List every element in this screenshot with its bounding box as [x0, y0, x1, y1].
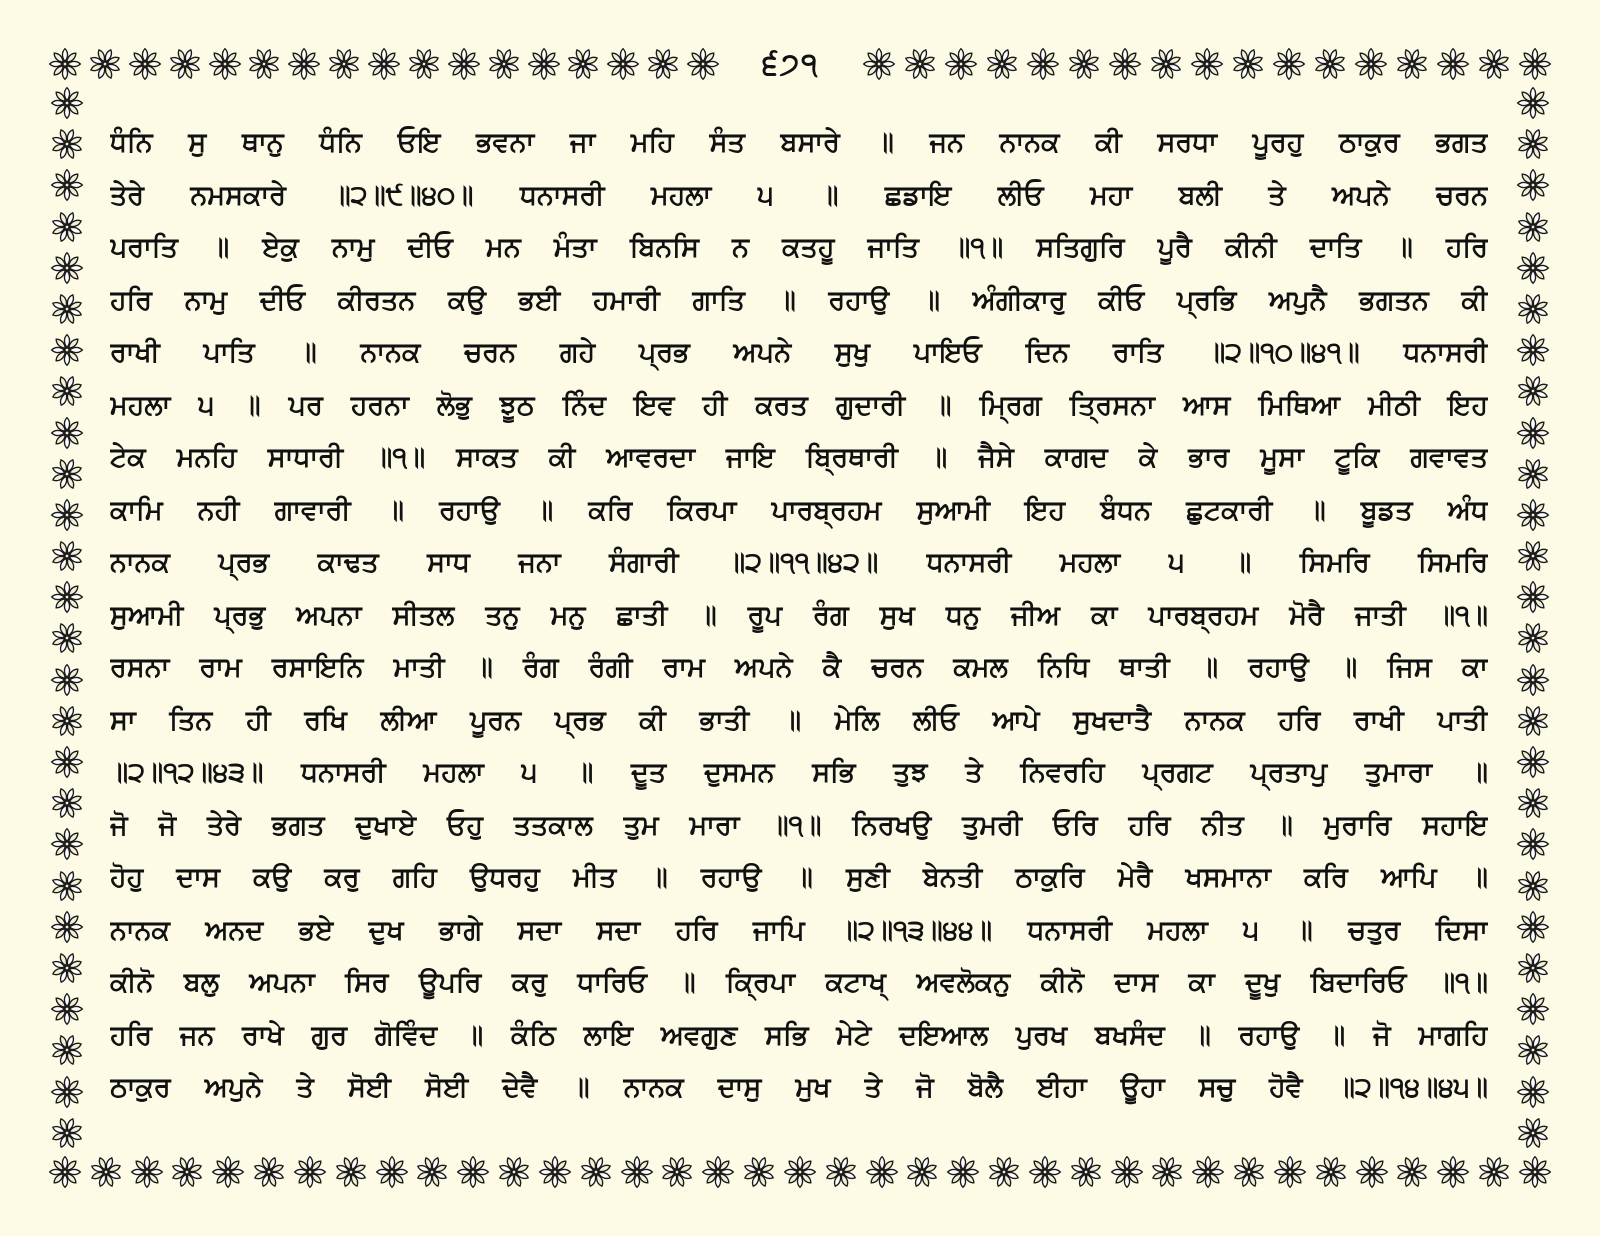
lotus-flower-icon	[1516, 621, 1550, 655]
lotus-flower-icon	[211, 1155, 245, 1189]
text-line: ਹੋਹੁ ਦਾਸ ਕਉ ਕਰੁ ਗਹਿ ਉਧਰਹੁ ਮੀਤ ॥ ਰਹਾਉ ॥ ਸੁਣੀ ਬੇਨਤੀ ਠਾਕੁਰਿ ਮੇਰੈ ਖਸਮਾਨਾ ਕਰਿ ਆਪਿ ॥	[110, 862, 1488, 893]
lotus-flower-icon	[1272, 47, 1306, 81]
text-line: ਸਾ ਤਿਨ ਹੀ ਰਖਿ ਲੀਆ ਪੂਰਨ ਪ੍ਰਭ ਕੀ ਭਾਤੀ ॥ ਮੇਲਿ ਲੀਓ ਆਪੇ ਸੁਖਦਾਤੈ ਨਾਨਕ ਹਰਿ ਰਾਖੀ ਪਾਤੀ	[110, 704, 1488, 736]
lotus-flower-icon	[1516, 580, 1550, 614]
lotus-flower-icon	[1516, 745, 1550, 779]
lotus-flower-icon	[168, 47, 202, 81]
text-line: ਹਰਿ ਨਾਮੁ ਦੀਓ ਕੀਰਤਨ ਕਉ ਭਈ ਹਮਾਰੀ ਗਾਤਿ ॥ ਰਹਾਉ ॥ ਅੰਗੀਕਾਰੁ ਕੀਓ ਪ੍ਰਭਿ ਅਪੁਨੈ ਭਗਤਨ ਕੀ	[110, 284, 1488, 316]
lotus-flower-icon	[527, 47, 561, 81]
lotus-flower-icon	[1110, 1155, 1144, 1189]
text-line: ਮਹਲਾ ੫ ॥ ਪਰ ਹਰਨਾ ਲੋਭੁ ਝੂਠ ਨਿੰਦ ਇਵ ਹੀ ਕਰਤ ਗੁਦਾਰੀ ॥ ਮ੍ਰਿਗ ਤ੍ਰਿਸਨਾ ਆਸ ਮਿਥਿਆ ਮੀਠੀ ਇਹ	[110, 389, 1488, 421]
text-line: ਕੀਨੋ ਬਲੁ ਅਪਨਾ ਸਿਰ ਊਪਰਿ ਕਰੁ ਧਾਰਿਓ ॥ ਕ੍ਰਿਪਾ ਕਟਾਖ੍ ਅਵਲੋਕਨੁ ਕੀਨੋ ਦਾਸ ਕਾ ਦੂਖੁ ਬਿਦਾਰਿਓ ॥੧॥	[110, 967, 1488, 998]
lotus-flower-icon	[566, 47, 600, 81]
lotus-flower-icon	[50, 745, 84, 779]
lotus-flower-icon	[1231, 47, 1265, 81]
lotus-flower-icon	[334, 1155, 368, 1189]
text-line: ॥੨॥੧੨॥੪੩॥ ਧਨਾਸਰੀ ਮਹਲਾ ੫ ॥ ਦੂਤ ਦੁਸਮਨ ਸਭਿ ਤੁਝ ਤੇ ਨਿਵਰਹਿ ਪ੍ਰਗਟ ਪ੍ਰਤਾਪੁ ਤੁਮਾਰਾ ॥	[110, 757, 1488, 788]
lotus-flower-icon	[1516, 704, 1550, 738]
lotus-flower-icon	[660, 1155, 694, 1189]
text-line: ਹਰਿ ਜਨ ਰਾਖੇ ਗੁਰ ਗੋਵਿੰਦ ॥ ਕੰਠਿ ਲਾਇ ਅਵਗੁਣ ਸਭਿ ਮੇਟੇ ਦਇਆਲ ਪੁਰਖ ਬਖਸੰਦ ॥ ਰਹਾਉ ॥ ਜੋ ਮਾਗਹਿ	[110, 1019, 1488, 1051]
lotus-flower-icon	[50, 416, 84, 450]
lotus-flower-icon	[1108, 47, 1142, 81]
lotus-flower-icon	[1313, 47, 1347, 81]
lotus-flower-icon	[1355, 1155, 1389, 1189]
lotus-flower-icon	[50, 869, 84, 903]
lotus-flower-icon	[50, 127, 84, 161]
lotus-flower-icon	[50, 663, 84, 697]
lotus-flower-icon	[50, 374, 84, 408]
lotus-flower-icon	[130, 1155, 164, 1189]
lotus-flower-icon	[1516, 869, 1550, 903]
lotus-flower-icon	[50, 910, 84, 944]
lotus-flower-icon	[686, 47, 720, 81]
lotus-flower-icon	[824, 1155, 858, 1189]
lotus-flower-icon	[1516, 951, 1550, 985]
lotus-flower-icon	[1516, 210, 1550, 244]
lotus-flower-icon	[50, 992, 84, 1026]
top-border-right	[862, 44, 1552, 84]
lotus-flower-icon	[1516, 992, 1550, 1026]
lotus-flower-icon	[88, 47, 122, 81]
lotus-flower-icon	[50, 1116, 84, 1150]
lotus-flower-icon	[1516, 374, 1550, 408]
lotus-flower-icon	[50, 580, 84, 614]
lotus-flower-icon	[89, 1155, 123, 1189]
lotus-flower-icon	[293, 1155, 327, 1189]
lotus-flower-icon	[170, 1155, 204, 1189]
lotus-flower-icon	[50, 333, 84, 367]
text-line: ਨਾਨਕ ਅਨਦ ਭਏ ਦੁਖ ਭਾਗੇ ਸਦਾ ਸਦਾ ਹਰਿ ਜਾਪਿ ॥੨॥੧੩॥੪੪॥ ਧਨਾਸਰੀ ਮਹਲਾ ੫ ॥ ਚਤੁਰ ਦਿਸਾ	[110, 914, 1488, 946]
lotus-flower-icon	[50, 704, 84, 738]
lotus-flower-icon	[1516, 827, 1550, 861]
lotus-flower-icon	[579, 1155, 613, 1189]
lotus-flower-icon	[1273, 1155, 1307, 1189]
lotus-flower-icon	[50, 951, 84, 985]
lotus-flower-icon	[415, 1155, 449, 1189]
lotus-flower-icon	[487, 47, 521, 81]
lotus-flower-icon	[1516, 251, 1550, 285]
right-border	[1513, 86, 1553, 1150]
lotus-flower-icon	[1516, 127, 1550, 161]
lotus-flower-icon	[1028, 1155, 1062, 1189]
lotus-flower-icon	[407, 47, 441, 81]
lotus-flower-icon	[447, 47, 481, 81]
lotus-flower-icon	[208, 47, 242, 81]
lotus-flower-icon	[1516, 1033, 1550, 1067]
lotus-flower-icon	[1518, 47, 1552, 81]
lotus-flower-icon	[1516, 1075, 1550, 1109]
lotus-flower-icon	[1436, 47, 1470, 81]
lotus-flower-icon	[1232, 1155, 1266, 1189]
text-line: ਸੁਆਮੀ ਪ੍ਰਭੁ ਅਪਨਾ ਸੀਤਲ ਤਨੁ ਮਨੁ ਛਾਤੀ ॥ ਰੂਪ ਰੰਗ ਸੁਖ ਧਨੁ ਜੀਅ ਕਾ ਪਾਰਬ੍ਰਹਮ ਮੋਰੈ ਜਾਤੀ ॥੧॥	[110, 599, 1488, 631]
lotus-flower-icon	[1516, 333, 1550, 367]
lotus-flower-icon	[1516, 1116, 1550, 1150]
lotus-flower-icon	[1477, 1155, 1511, 1189]
text-line: ਜੋ ਜੋ ਤੇਰੇ ਭਗਤ ਦੁਖਾਏ ਓਹੁ ਤਤਕਾਲ ਤੁਮ ਮਾਰਾ ॥੧॥ ਨਿਰਖਉ ਤੁਮਰੀ ਓਰਿ ਹਰਿ ਨੀਤ ॥ ਮੁਰਾਰਿ ਸਹਾਇ	[110, 809, 1488, 841]
lotus-flower-icon	[987, 1155, 1021, 1189]
lotus-flower-icon	[1516, 416, 1550, 450]
lotus-flower-icon	[50, 1033, 84, 1067]
lotus-flower-icon	[1477, 47, 1511, 81]
scripture-text	[110, 117, 1488, 1115]
lotus-flower-icon	[1191, 1155, 1225, 1189]
lotus-flower-icon	[128, 47, 162, 81]
lotus-flower-icon	[1516, 498, 1550, 532]
lotus-flower-icon	[1516, 539, 1550, 573]
text-line: ਟੇਕ ਮਨਹਿ ਸਾਧਾਰੀ ॥੧॥ ਸਾਕਤ ਕੀ ਆਵਰਦਾ ਜਾਇ ਬ੍ਰਿਥਾਰੀ ॥ ਜੈਸੇ ਕਾਗਦ ਕੇ ਭਾਰ ਮੂਸਾ ਟੂਕਿ ਗਵਾਵਤ	[110, 442, 1488, 473]
lotus-flower-icon	[1516, 86, 1550, 120]
lotus-flower-icon	[946, 1155, 980, 1189]
lotus-flower-icon	[375, 1155, 409, 1189]
lotus-flower-icon	[1149, 47, 1183, 81]
lotus-flower-icon	[1069, 1155, 1103, 1189]
lotus-flower-icon	[862, 47, 896, 81]
lotus-flower-icon	[1150, 1155, 1184, 1189]
left-border	[47, 86, 87, 1150]
lotus-flower-icon	[50, 292, 84, 326]
lotus-flower-icon	[48, 1155, 82, 1189]
top-border-left	[48, 44, 720, 84]
text-line: ਨਾਨਕ ਪ੍ਰਭ ਕਾਢਤ ਸਾਧ ਜਨਾ ਸੰਗਾਰੀ ॥੨॥੧੧॥੪੨॥ ਧਨਾਸਰੀ ਮਹਲਾ ੫ ॥ ਸਿਮਰਿ ਸਿਮਰਿ	[110, 547, 1488, 578]
bottom-border	[48, 1152, 1552, 1192]
text-line: ਧੰਨਿ ਸੁ ਥਾਨੁ ਧੰਨਿ ਓਇ ਭਵਨਾ ਜਾ ਮਹਿ ਸੰਤ ਬਸਾਰੇ ॥ ਜਨ ਨਾਨਕ ਕੀ ਸਰਧਾ ਪੂਰਹੁ ਠਾਕੁਰ ਭਗਤ	[110, 127, 1488, 158]
lotus-flower-icon	[50, 86, 84, 120]
lotus-flower-icon	[50, 827, 84, 861]
lotus-flower-icon	[944, 47, 978, 81]
page-number: ੬੭੧	[762, 47, 820, 82]
lotus-flower-icon	[50, 539, 84, 573]
lotus-flower-icon	[1395, 47, 1429, 81]
lotus-flower-icon	[646, 47, 680, 81]
lotus-flower-icon	[287, 47, 321, 81]
lotus-flower-icon	[1354, 47, 1388, 81]
lotus-flower-icon	[1314, 1155, 1348, 1189]
lotus-flower-icon	[783, 1155, 817, 1189]
lotus-flower-icon	[50, 457, 84, 491]
lotus-flower-icon	[701, 1155, 735, 1189]
lotus-flower-icon	[742, 1155, 776, 1189]
lotus-flower-icon	[50, 1075, 84, 1109]
text-line: ਤੇਰੇ ਨਮਸਕਾਰੇ ॥੨॥੯॥੪੦॥ ਧਨਾਸਰੀ ਮਹਲਾ ੫ ॥ ਛਡਾਇ ਲੀਓ ਮਹਾ ਬਲੀ ਤੇ ਅਪਨੇ ਚਰਨ	[110, 179, 1488, 211]
lotus-flower-icon	[497, 1155, 531, 1189]
lotus-flower-icon	[1067, 47, 1101, 81]
text-line: ਰਸਨਾ ਰਾਮ ਰਸਾਇਨਿ ਮਾਤੀ ॥ ਰੰਗ ਰੰਗੀ ਰਾਮ ਅਪਨੇ ਕੈ ਚਰਨ ਕਮਲ ਨਿਧਿ ਥਾਤੀ ॥ ਰਹਾਉ ॥ ਜਿਸ ਕਾ	[110, 652, 1488, 683]
lotus-flower-icon	[903, 47, 937, 81]
lotus-flower-icon	[985, 47, 1019, 81]
text-line: ਰਾਖੀ ਪਾਤਿ ॥ ਨਾਨਕ ਚਰਨ ਗਹੇ ਪ੍ਰਭ ਅਪਨੇ ਸੁਖੁ ਪਾਇਓ ਦਿਨ ਰਾਤਿ ॥੨॥੧੦॥੪੧॥ ਧਨਾਸਰੀ	[110, 337, 1488, 368]
lotus-flower-icon	[1518, 1155, 1552, 1189]
lotus-flower-icon	[1395, 1155, 1429, 1189]
lotus-flower-icon	[50, 786, 84, 820]
lotus-flower-icon	[50, 168, 84, 202]
lotus-flower-icon	[1190, 47, 1224, 81]
lotus-flower-icon	[50, 210, 84, 244]
lotus-flower-icon	[50, 498, 84, 532]
lotus-flower-icon	[327, 47, 361, 81]
lotus-flower-icon	[367, 47, 401, 81]
lotus-flower-icon	[48, 47, 82, 81]
lotus-flower-icon	[606, 47, 640, 81]
text-line: ਕਾਮਿ ਨਹੀ ਗਾਵਾਰੀ ॥ ਰਹਾਉ ॥ ਕਰਿ ਕਿਰਪਾ ਪਾਰਬ੍ਰਹਮ ਸੁਆਮੀ ਇਹ ਬੰਧਨ ਛੁਟਕਾਰੀ ॥ ਬੂਡਤ ਅੰਧ	[110, 494, 1488, 526]
lotus-flower-icon	[456, 1155, 490, 1189]
lotus-flower-icon	[905, 1155, 939, 1189]
lotus-flower-icon	[252, 1155, 286, 1189]
lotus-flower-icon	[1516, 168, 1550, 202]
lotus-flower-icon	[1516, 910, 1550, 944]
lotus-flower-icon	[247, 47, 281, 81]
lotus-flower-icon	[1026, 47, 1060, 81]
lotus-flower-icon	[865, 1155, 899, 1189]
lotus-flower-icon	[1516, 663, 1550, 697]
lotus-flower-icon	[1516, 786, 1550, 820]
lotus-flower-icon	[50, 621, 84, 655]
lotus-flower-icon	[620, 1155, 654, 1189]
lotus-flower-icon	[538, 1155, 572, 1189]
text-line: ਠਾਕੁਰ ਅਪੁਨੇ ਤੇ ਸੋਈ ਸੋਈ ਦੇਵੈ ॥ ਨਾਨਕ ਦਾਸੁ ਮੁਖ ਤੇ ਜੋ ਬੋਲੈ ਈਹਾ ਊਹਾ ਸਚੁ ਹੋਵੈ ॥੨॥੧੪॥੪੫॥	[110, 1072, 1488, 1103]
lotus-flower-icon	[1516, 292, 1550, 326]
lotus-flower-icon	[1436, 1155, 1470, 1189]
lotus-flower-icon	[1516, 457, 1550, 491]
lotus-flower-icon	[50, 251, 84, 285]
text-line: ਪਰਾਤਿ ॥ ਏਕੁ ਨਾਮੁ ਦੀਓ ਮਨ ਮੰਤਾ ਬਿਨਸਿ ਨ ਕਤਹੂ ਜਾਤਿ ॥੧॥ ਸਤਿਗੁਰਿ ਪੂਰੈ ਕੀਨੀ ਦਾਤਿ ॥ ਹਰਿ	[110, 232, 1488, 263]
